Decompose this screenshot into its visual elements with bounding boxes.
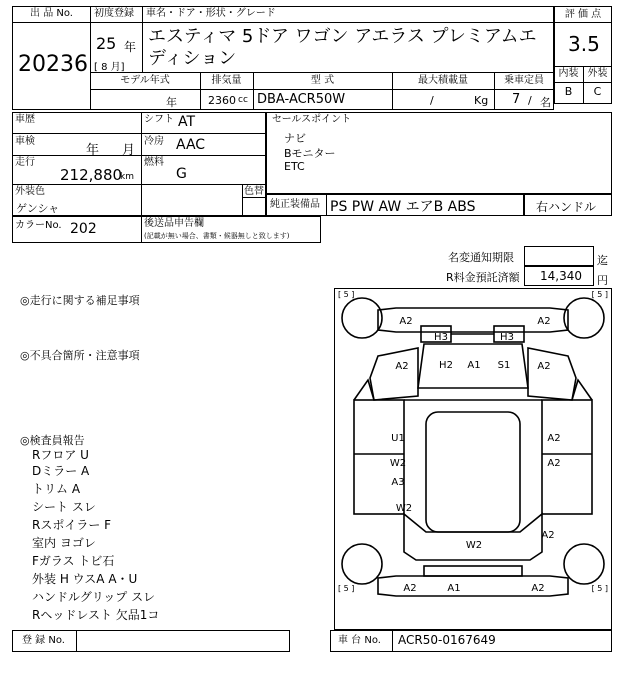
damage-mark: A2 (541, 530, 555, 541)
damage-mark: W2 (465, 540, 483, 551)
mileage-value: 212,880 (60, 166, 123, 184)
exterior-color-label: 外装色 (15, 186, 45, 197)
sales-point-item: ETC (284, 160, 305, 173)
damage-mark: S1 (497, 360, 511, 371)
name-change-unit: 迄 (597, 254, 608, 267)
damage-mark: H3 (434, 332, 448, 343)
inspection-label: 車検 (15, 136, 35, 147)
max-load-label: 最大積載量 (418, 75, 468, 86)
corner-label: [ 5 ] (338, 290, 355, 299)
corner-label: [ 5 ] (591, 290, 608, 299)
chassis-value: ACR50-0167649 (398, 633, 496, 647)
first-reg-month: [ 8 月] (94, 62, 125, 73)
max-load-unit: Kg (474, 94, 489, 107)
lot-number: 20236 (18, 52, 88, 77)
capacity-slash: / (528, 94, 532, 107)
equipment-label: 純正装備品 (270, 199, 320, 210)
front-left-fender (370, 348, 418, 400)
inspector-item: シート スレ (32, 500, 96, 514)
first-reg-year: 25 (96, 34, 117, 53)
model-year-unit: 年 (166, 96, 177, 109)
damage-mark: A1 (447, 583, 461, 594)
shift-label: シフト (144, 114, 174, 125)
damage-mark: A1 (467, 360, 481, 371)
lot-label: 出 品 No. (30, 8, 73, 19)
rear-right-wheel (564, 544, 604, 584)
mileage-label: 走行 (15, 157, 35, 168)
inspector-item: Rスポイラー F (32, 518, 112, 532)
inspector-item: Rフロア U (32, 448, 89, 462)
color-swap-label: 色替 (244, 186, 264, 197)
exterior-color-value: ゲンシャ (16, 202, 60, 215)
exterior-label: 外装 (587, 68, 608, 79)
name-change-label: 名変通知期限 (448, 251, 514, 264)
name-change-box (524, 246, 594, 266)
interior-grade: B (564, 85, 573, 98)
damage-mark: A2 (531, 583, 545, 594)
type-label: 型 式 (310, 75, 335, 86)
damage-mark: A2 (537, 361, 551, 372)
history-label: 車歴 (15, 114, 35, 125)
shift-value: AT (178, 114, 196, 130)
reg-no-label: 登 録 No. (22, 635, 65, 646)
capacity-unit: 名 (540, 96, 551, 109)
mileage-unit: km (120, 172, 134, 182)
damage-mark: H3 (500, 332, 514, 343)
sales-points-label: セールスポイント (272, 114, 352, 125)
capacity-value: 7 (512, 92, 521, 107)
damage-mark: W2 (389, 458, 407, 469)
exterior-grade: C (593, 85, 602, 98)
rating-value: 3.5 (568, 32, 600, 56)
damage-mark: A2 (547, 458, 561, 469)
damage-mark: A2 (399, 316, 413, 327)
type-value: DBA-ACR50W (257, 92, 346, 107)
sales-point-item: ナビ (284, 132, 306, 145)
equipment-value: PS PW AW エアB ABS (330, 199, 476, 215)
rear-plate (424, 566, 522, 576)
color-no-value: 202 (70, 221, 97, 237)
damage-mark: A3 (391, 477, 405, 488)
inspector-item: 外装 H ウスA A・U (32, 572, 138, 586)
model-year-label: モデル年式 (120, 75, 170, 86)
displacement-value: 2360 (208, 94, 236, 107)
roof (426, 412, 520, 532)
recycle-label: R料金預託済額 (446, 271, 520, 284)
inspector-item: ハンドルグリップ スレ (32, 590, 156, 604)
inspector-item: Dミラー A (32, 464, 90, 478)
doc-note: (記載が無い場合、書類・候器無しと致します) (144, 232, 290, 240)
inspector-item: Fガラス トビ石 (32, 554, 115, 568)
inspection-year: 年 (86, 143, 100, 158)
inspection-month: 月 (122, 143, 136, 158)
defects-label: ◎不具合箇所・注意事項 (20, 349, 140, 362)
rear-hatch (404, 514, 542, 560)
damage-mark: A2 (403, 583, 417, 594)
right-body (542, 400, 592, 514)
driving-remarks-label: ◎走行に関する補足事項 (20, 294, 140, 307)
vehicle-damage-diagram (334, 288, 612, 630)
damage-mark: A2 (395, 361, 409, 372)
corner-label: [ 5 ] (338, 584, 355, 593)
car-name-label: 車名・ドア・形状・グレード (146, 8, 276, 19)
front-left-wheel (342, 298, 382, 338)
damage-mark: W2 (395, 503, 413, 514)
damage-mark: U1 (391, 433, 405, 444)
steering-value: 右ハンドル (536, 200, 597, 214)
doc-label: 後送品申告欄 (144, 218, 204, 229)
max-load-slash: / (430, 94, 434, 107)
damage-mark: A2 (547, 433, 561, 444)
corner-label: [ 5 ] (591, 584, 608, 593)
damage-mark: H2 (439, 360, 453, 371)
inspector-item: 室内 ヨゴレ (32, 536, 96, 550)
front-right-wheel (564, 298, 604, 338)
rating-label: 評 価 点 (564, 9, 602, 20)
capacity-label: 乗車定員 (504, 75, 544, 86)
recycle-unit: 円 (597, 274, 608, 287)
ac-value: AAC (176, 137, 206, 153)
chassis-label: 車 台 No. (338, 635, 381, 646)
fuel-label: 燃料 (144, 157, 164, 168)
displacement-unit: cc (238, 95, 248, 105)
displacement-label: 排気量 (211, 75, 242, 86)
rear-left-wheel (342, 544, 382, 584)
inspector-label: ◎検査員報告 (20, 434, 85, 447)
recycle-value: 14,340 (540, 269, 582, 283)
left-body (354, 400, 407, 514)
inspector-item: Rヘッドレスト 欠品1コ (32, 608, 160, 622)
damage-mark: A2 (537, 316, 551, 327)
front-right-fender (528, 348, 576, 400)
color-no-label: カラーNo. (15, 220, 62, 231)
first-reg-label: 初度登録 (94, 8, 134, 19)
first-reg-year-unit: 年 (124, 40, 137, 54)
inspector-item: トリム A (32, 482, 81, 496)
ac-label: 冷房 (144, 136, 164, 147)
fuel-value: G (176, 166, 187, 182)
sales-point-item: Bモニター (284, 147, 336, 160)
car-name: エスティマ 5ドア ワゴン アエラス プレミアムエディション (148, 26, 537, 69)
interior-label: 内装 (558, 68, 579, 79)
